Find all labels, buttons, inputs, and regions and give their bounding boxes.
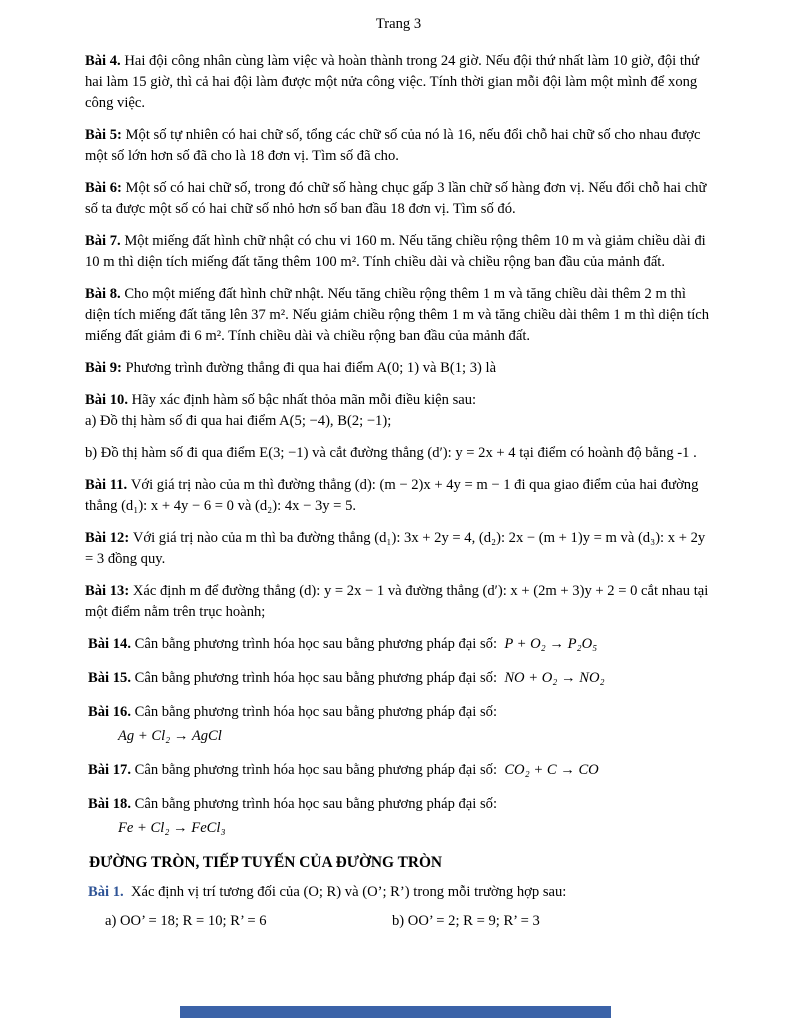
problem-label: Bài 9: [85, 360, 126, 376]
problem-text: Cân bằng phương trình hóa học sau bằng phương pháp đại số: [134, 636, 498, 652]
problem-block [85, 231, 712, 273]
circle-problem [85, 882, 712, 932]
problem-label: Bài 4. [85, 53, 125, 69]
problem-block [85, 528, 712, 570]
problem-text: Xác định m để đường thẳng (d): y = 2x − 1 và đường thẳng (d′): x + (2m + 3)y + 2 = 0 cắt nhau tại một điểm nằm trên trục hoành; [85, 583, 709, 620]
circle-cases [88, 911, 712, 932]
chem-formula-inline: CO₂ + C → CO [497, 762, 599, 778]
problem-block [85, 125, 712, 167]
bottom-blue-bar [180, 1006, 611, 1018]
problem-block [85, 390, 712, 432]
problem-label: Bài 13: [85, 583, 133, 599]
problem-label: Bài 5: [85, 127, 126, 143]
problem-text: Cân bằng phương trình hóa học sau bằng phương pháp đại số: [134, 670, 498, 686]
chem-formula-inline: P + O₂ → P₂O₅ [497, 636, 598, 652]
problem-label: Bài 18. [88, 796, 135, 812]
problem-text: Một miếng đất hình chữ nhật có chu vi 160 m. Nếu tăng chiều rộng thêm 10 m và giảm chiều dài đi 10 m thì diện tích miếng đất tăng thêm 100 m². Tính chiều dài và chiều rộng ban đầu của mảnh đất. [85, 233, 706, 270]
problem-text: Một số tự nhiên có hai chữ số, tổng các chữ số của nó là 16, nếu đổi chỗ hai chữ số cho nhau được một số lớn hơn số đã cho là 18 đơn vị. Tìm số đã cho. [85, 127, 701, 164]
problem-text: Một số có hai chữ số, trong đó chữ số hàng chục gấp 3 lần chữ số hàng đơn vị. Nếu đổi chỗ hai chữ số ta được một số có hai chữ số nhỏ hơn số ban đầu 18 đơn vị. Tìm số đó. [85, 180, 707, 217]
problem-text: Hai đội công nhân cùng làm việc và hoàn thành trong 24 giờ. Nếu đội thứ nhất làm 10 giờ, đội thứ hai làm 15 giờ, thì cả hai đội làm được một nửa công việc. Tính thời gian mỗi đội làm một mình để xong công việc. [85, 53, 700, 111]
problem-text: Phương trình đường thẳng đi qua hai điểm A(0; 1) và B(1; 3) là [125, 360, 497, 376]
problem-text: Cân bằng phương trình hóa học sau bằng phương pháp đại số: [134, 762, 498, 778]
circle-problem-line [88, 882, 712, 903]
chem-formula-block: Fe + Cl₂ → FeCl₃ [118, 820, 226, 836]
page-header: Trang 3 [375, 16, 422, 32]
problem-block [85, 794, 712, 839]
circle-problem-text: Xác định vị trí tương đối của (O; R) và (O’; R’) trong mỗi trường hợp sau: [130, 884, 567, 900]
problem-block [85, 581, 712, 623]
problem-text: Với giá trị nào của m thì đường thẳng (d): (m − 2)x + 4y = m − 1 đi qua giao điểm của hai đường thẳng (d₁): x + 4y − 6 = 0 và (d₂): 4x − 3y = 5. [85, 477, 699, 514]
problem-block [85, 443, 712, 464]
circle-case-b: b) OO’ = 2; R = 9; R’ = 3 [392, 913, 540, 929]
problems [85, 51, 712, 839]
problem-label: Bài 12: [85, 530, 133, 546]
problem-block [85, 668, 712, 689]
problem-block [85, 178, 712, 220]
circle-case-a: a) OO’ = 18; R = 10; R’ = 6 [105, 913, 267, 929]
problem-block [85, 358, 712, 379]
problem-label: Bài 11. [85, 477, 131, 493]
problem-text: Hãy xác định hàm số bậc nhất thỏa mãn mỗi điều kiện sau: [131, 392, 477, 408]
problem-text: Với giá trị nào của m thì ba đường thẳng (d₁): 3x + 2y = 4, (d₂): 2x − (m + 1)y = m và (d₃): x + 2y = 3 đồng quy. [85, 530, 706, 567]
problem-text: Cân bằng phương trình hóa học sau bằng phương pháp đại số: [134, 796, 498, 812]
chem-formula-block: Ag + Cl₂ → AgCl [118, 728, 222, 744]
problem-text: Cho một miếng đất hình chữ nhật. Nếu tăng chiều rộng thêm 1 m và tăng chiều dài thêm 2 m thì diện tích miếng đất tăng lên 37 m². Nếu giảm chiều rộng thêm 1 m và tăng chiều dài thêm 1 m thì diện tích miếng đất giảm đi 6 m². Tính chiều dài và chiều rộng ban đầu của mảnh đất. [85, 286, 710, 344]
problem-label: Bài 15. [88, 670, 135, 686]
problem-label: Bài 16. [88, 704, 135, 720]
chem-formula-inline: NO + O₂ → NO₂ [497, 670, 605, 686]
problem-subline: a) Đồ thị hàm số đi qua hai điểm A(5; −4), B(2; −1); [85, 413, 392, 429]
problem-block [85, 634, 712, 655]
problem-block [85, 702, 712, 747]
problem-block [85, 475, 712, 517]
problem-label: Bài 8. [85, 286, 125, 302]
problem-label: Bài 7. [85, 233, 125, 249]
section-title: ĐƯỜNG TRÒN, TIẾP TUYẾN CỦA ĐƯỜNG TRÒN [89, 854, 443, 871]
problem-text: Cân bằng phương trình hóa học sau bằng phương pháp đại số: [134, 704, 498, 720]
problem-block [85, 284, 712, 347]
problem-label: Bài 6: [85, 180, 126, 196]
problem-label: Bài 10. [85, 392, 132, 408]
problem-block [85, 51, 712, 114]
problem-text: b) Đồ thị hàm số đi qua điểm E(3; −1) và cắt đường thẳng (d′): y = 2x + 4 tại điểm có hoành độ bằng -1 . [85, 445, 697, 461]
circle-problem-label: Bài 1. [88, 884, 124, 900]
problem-block [85, 760, 712, 781]
problem-label: Bài 17. [88, 762, 135, 778]
problem-label: Bài 14. [88, 636, 135, 652]
